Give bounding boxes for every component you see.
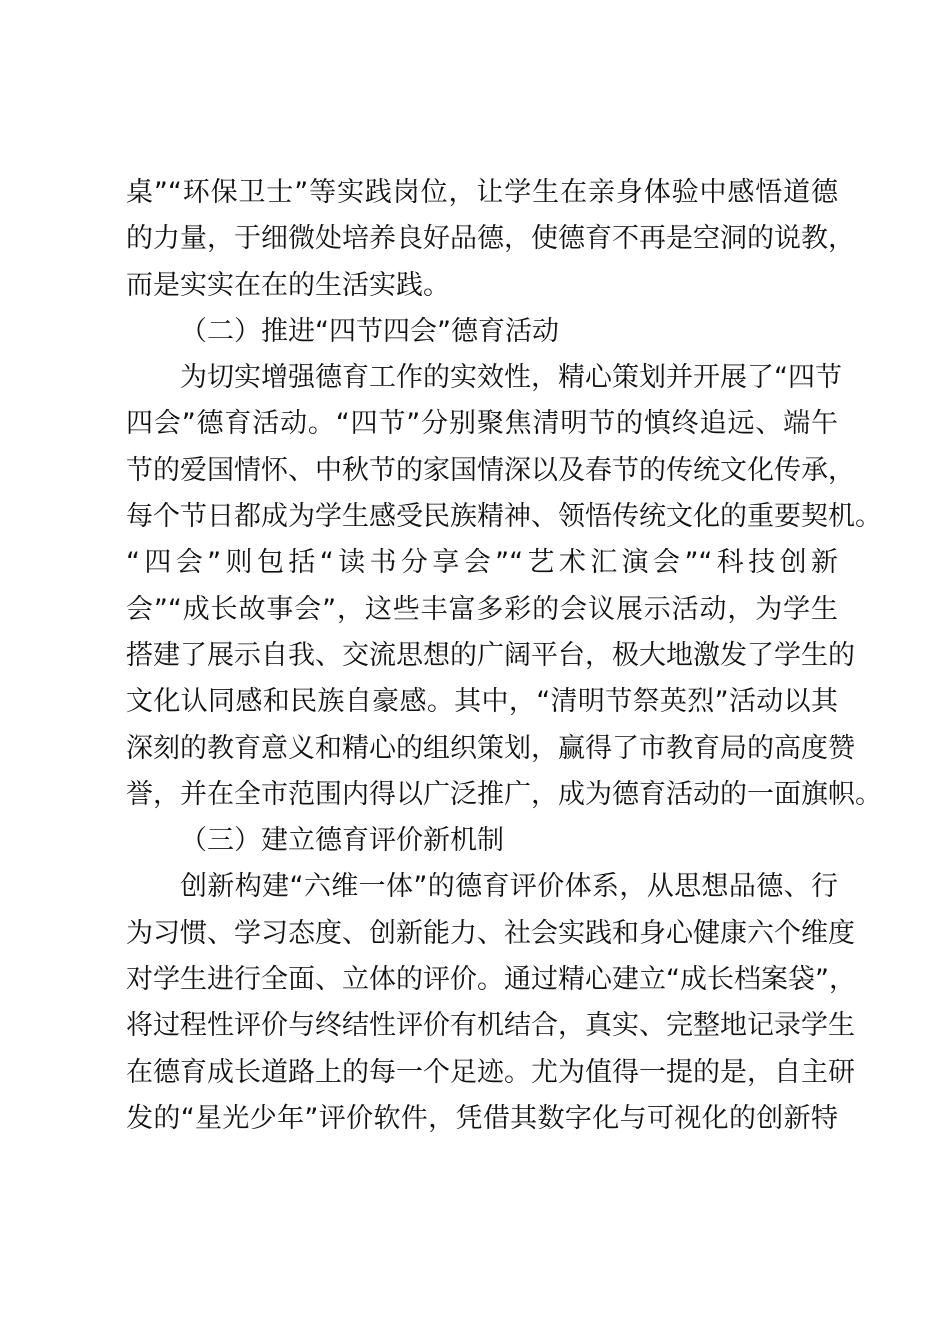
text-line: 而是实实在在的生活实践。 [126,269,450,301]
text-line: 节的爱国情怀、中秋节的家国情深以及春节的传统文化传承， [126,454,855,486]
section-heading: （三）建立德育评价新机制 [180,825,504,857]
paragraph-first-line: 为切实增强德育工作的实效性，精心策划并开展了“四节 [180,362,842,394]
text-line: 桌”“环保卫士”等实践岗位，让学生在亲身体验中感悟道德 [126,177,838,208]
text-line: 对学生进行全面、立体的评价。通过精心建立“成长档案袋”， [126,964,856,996]
section-heading: （二）推进“四节四会”德育活动 [180,315,559,347]
text-line: 为习惯、学习态度、创新能力、社会实践和身心健康六个维度 [126,917,855,949]
text-line: 四会”德育活动。“四节”分别聚焦清明节的慎终追远、端午 [126,408,838,440]
text-line: 发的“星光少年”评价软件，凭借其数字化与可视化的创新特 [126,1102,838,1134]
text-line: 在德育成长道路上的每一个足迹。尤为值得一提的是，自主研 [126,1056,855,1088]
text-line: 每个节日都成为学生感受民族精神、领悟传统文化的重要契机。 [126,501,882,533]
text-line: 深刻的教育意义和精心的组织策划，赢得了市教育局的高度赞 [126,732,855,764]
paragraph-first-line: 创新构建“六维一体”的德育评价体系，从思想品德、行 [180,871,838,903]
text-line: 搭建了展示自我、交流思想的广阔平台，极大地激发了学生的 [126,639,855,671]
text-line: 将过程性评价与终结性评价有机结合，真实、完整地记录学生 [126,1010,855,1042]
text-line: 会”“成长故事会”，这些丰富多彩的会议展示活动，为学生 [126,593,838,625]
text-line: 的力量，于细微处培养良好品德，使德育不再是空洞的说教， [126,223,855,255]
text-line: 文化认同感和民族自豪感。其中，“清明节祭英烈”活动以其 [126,686,838,718]
text-line: 誉，并在全市范围内得以广泛推广，成为德育活动的一面旗帜。 [126,778,882,810]
text-line: “四会”则包括“读书分享会”“艺术汇演会”“科技创新 [126,547,838,579]
document-body [126,170,882,1142]
